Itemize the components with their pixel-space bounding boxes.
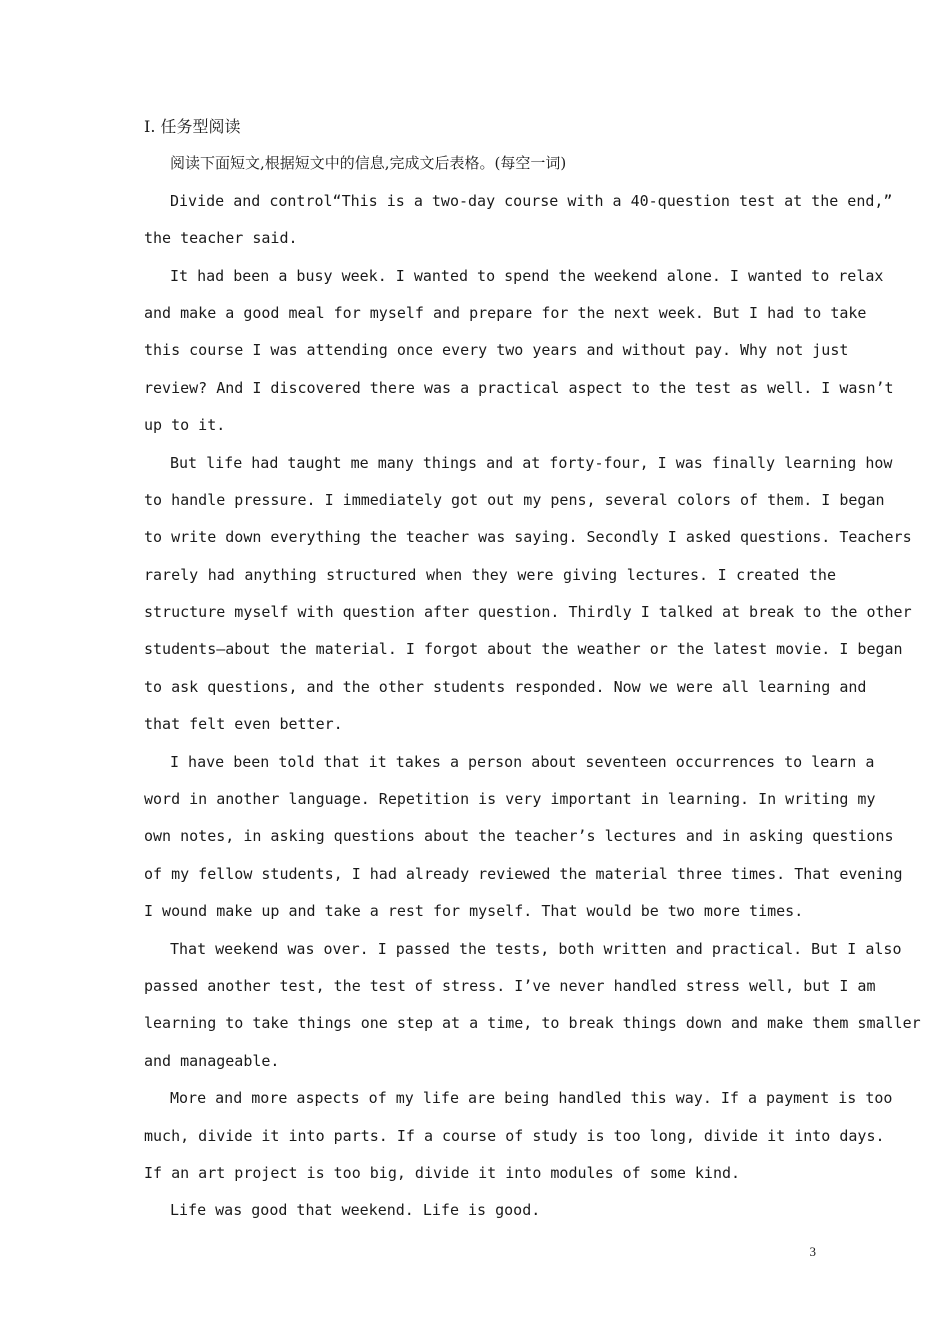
paragraph-line: More and more aspects of my life are being handled this way. If a payment is too — [170, 1089, 893, 1108]
paragraph-line: I have been told that it takes a person about seventeen occurrences to learn a — [170, 752, 875, 771]
paragraph-line: review? And I discovered there was a practical aspect to the test as well. I wasn’t — [144, 378, 894, 397]
paragraph — [144, 1080, 893, 1192]
paragraph-line: passed another test, the test of stress. I’ve never handled stress well, but I am — [144, 976, 876, 995]
paragraph-line: this course I was attending once every two years and without pay. Why not just — [144, 341, 849, 360]
passage — [144, 183, 921, 1230]
paragraph-line: much, divide it into parts. If a course of study is too long, divide it into days. — [144, 1126, 885, 1145]
paragraph-line: and make a good meal for myself and prepare for the next week. But I had to take — [144, 303, 867, 322]
paragraph-line: of my fellow students, I had already reviewed the material three times. That evening — [144, 864, 903, 883]
paragraph — [144, 183, 893, 258]
instruction-text: 阅读下面短文,根据短文中的信息,完成文后表格。(每空一词) — [170, 154, 567, 173]
paragraph-line: to write down everything the teacher was saying. Secondly I asked questions. Teachers — [144, 528, 912, 547]
paragraph-line: learning to take things one step at a time, to break things down and make them smaller — [144, 1014, 921, 1033]
document-body — [144, 108, 921, 1230]
paragraph-line: Divide and control“This is a two-day course with a 40-question test at the end,” — [170, 191, 893, 210]
paragraph-line: Life was good that weekend. Life is good. — [170, 1201, 541, 1220]
paragraph-line: and manageable. — [144, 1051, 280, 1070]
paragraph — [144, 258, 894, 445]
paragraph-line: If an art project is too big, divide it into modules of some kind. — [144, 1163, 741, 1182]
paragraph-line: word in another language. Repetition is very important in learning. In writing my — [144, 790, 876, 809]
paragraph-line: students—about the material. I forgot about the weather or the latest movie. I began — [144, 640, 903, 659]
paragraph-line: own notes, in asking questions about the teacher’s lectures and in asking questions — [144, 827, 894, 846]
paragraph-line: that felt even better. — [144, 715, 343, 734]
paragraph-line: It had been a busy week. I wanted to spend the weekend alone. I wanted to relax — [170, 266, 884, 285]
section-title: Ⅰ. 任务型阅读 — [144, 117, 241, 136]
paragraph-line: the teacher said. — [144, 229, 298, 248]
paragraph-line: to ask questions, and the other students responded. Now we were all learning and — [144, 677, 867, 696]
paragraph — [144, 1192, 836, 1229]
paragraph — [144, 744, 903, 931]
page-number: 3 — [809, 1244, 816, 1259]
paragraph — [144, 931, 921, 1081]
paragraph-line: I wound make up and take a rest for myself. That would be two more times. — [144, 902, 804, 921]
paragraph — [144, 445, 912, 744]
paragraph-line: structure myself with question after question. Thirdly I talked at break to the other — [144, 603, 912, 622]
paragraph-line: rarely had anything structured when they were giving lectures. I created the — [144, 565, 836, 584]
paragraph-line: That weekend was over. I passed the tests, both written and practical. But I also — [170, 939, 902, 958]
paragraph-line: up to it. — [144, 416, 226, 435]
paragraph-line: But life had taught me many things and at forty-four, I was finally learning how — [170, 453, 893, 472]
paragraph-line: to handle pressure. I immediately got out my pens, several colors of them. I began — [144, 490, 885, 509]
